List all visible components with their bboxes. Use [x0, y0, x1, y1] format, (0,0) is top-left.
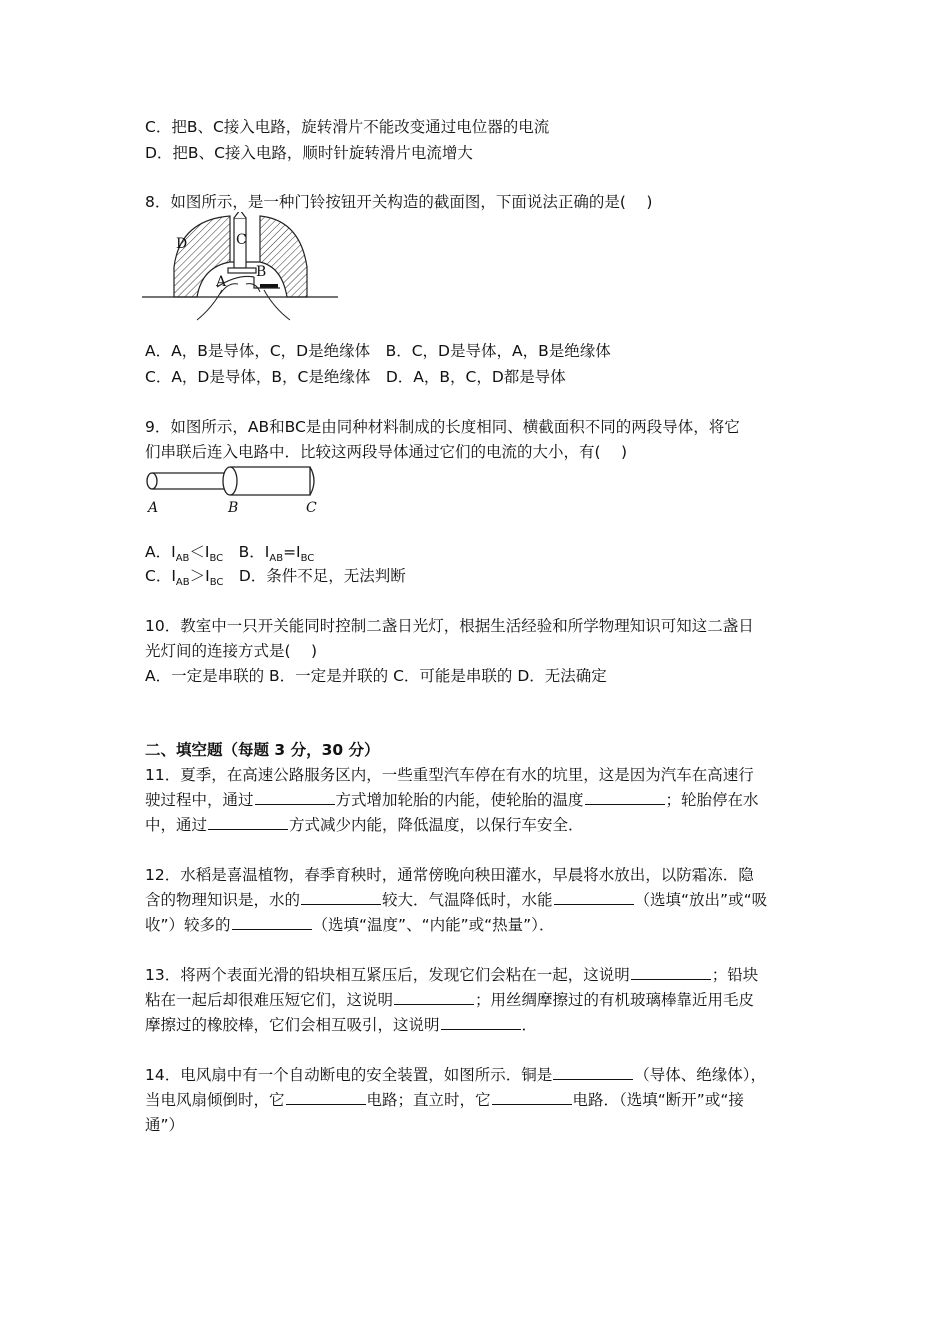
q14-blank-1[interactable]	[553, 1064, 633, 1080]
q13-blank-2[interactable]	[394, 989, 474, 1005]
q14-blank-2[interactable]	[286, 1089, 366, 1105]
q12-blank-1[interactable]	[301, 889, 381, 905]
fig9-label-b: B	[228, 500, 239, 516]
q11-line2: 驶过程中，通过 方式增加轮胎的内能，使轮胎的温度 ；轮胎停在水	[145, 791, 759, 809]
q13-line3: 摩擦过的橡胶棒，它们会相互吸引，这说明 ．	[145, 1016, 538, 1034]
q8-stem: 8．如图所示，是一种门铃按钮开关构造的截面图，下面说法正确的是( )	[145, 193, 653, 211]
q11-line1: 11．夏季，在高速公路服务区内，一些重型汽车停在有水的坑里，这是因为汽车在高速行	[145, 766, 754, 784]
q11-blank-3[interactable]	[208, 814, 288, 830]
fig8-label-d: D	[176, 236, 188, 252]
q9-options-cd: C．$I_{AB}>I_{BC}$ D．条件不足，无法判断	[145, 567, 406, 589]
q14-blank-3[interactable]	[492, 1089, 572, 1105]
fig8-label-c: C	[236, 232, 247, 248]
section-heading: 二、填空题（每题 3 分，30 分）	[145, 741, 380, 759]
q12-blank-3[interactable]	[232, 914, 312, 930]
q10-options: A．一定是串联的 B．一定是并联的 C．可能是串联的 D．无法确定	[145, 667, 607, 685]
q7-option-c: C．把B、C接入电路，旋转滑片不能改变通过电位器的电流	[145, 118, 550, 136]
fig9-label-c: C	[306, 500, 317, 516]
q13-line2: 粘在一起后却很难压短它们，这说明 ；用丝绸摩擦过的有机玻璃棒靠近用毛皮	[145, 991, 755, 1009]
fig8-label-a: A	[216, 274, 227, 290]
q11-blank-2[interactable]	[585, 789, 665, 805]
q7-option-d: D．把B、C接入电路，顺时针旋转滑片电流增大	[145, 144, 473, 162]
q14-line1: 14．电风扇中有一个自动断电的安全装置，如图所示．铜是 （导体、绝缘体），	[145, 1066, 766, 1084]
q8-options-ab: A．A，B是导体，C，D是绝缘体 B．C，D是导体，A，B是绝缘体	[145, 342, 611, 360]
q9-options-ab: A．$I_{AB}<I_{BC}$ B．$I_{AB}=I_{BC}$	[145, 543, 315, 565]
q9-stem-line2: 们串联后连入电路中．比较这两段导体通过它们的电流的大小，有( )	[145, 443, 628, 461]
fig9-label-a: A	[148, 500, 159, 516]
q12-blank-2[interactable]	[554, 889, 634, 905]
q12-line3: 收”）较多的 （选填“温度”、“内能”或“热量”）．	[145, 916, 555, 934]
doorbell-switch-diagram	[142, 212, 342, 322]
q13-blank-3[interactable]	[441, 1014, 521, 1030]
q10-stem-line1: 10．教室中一只开关能同时控制二盏日光灯，根据生活经验和所学物理知识可知这二盏日	[145, 617, 754, 635]
q13-blank-1[interactable]	[631, 964, 711, 980]
q9-figure	[142, 462, 332, 522]
fig8-label-b: B	[256, 264, 267, 280]
q10-stem-line2: 光灯间的连接方式是( )	[145, 642, 318, 660]
q8-options-cd: C．A，D是导体，B，C是绝缘体 D．A，B，C，D都是导体	[145, 368, 566, 386]
q14-line2: 当电风扇倾倒时，它 电路；直立时，它 电路．（选填“断开”或“接	[145, 1091, 744, 1109]
q12-line2: 含的物理知识是，水的 较大．气温降低时，水能 （选填“放出”或“吸	[145, 891, 768, 909]
q11-blank-1[interactable]	[255, 789, 335, 805]
q8-figure	[142, 212, 342, 322]
q11-line3: 中，通过 方式减少内能，降低温度，以保行车安全．	[145, 816, 584, 834]
q9-stem-line1: 9．如图所示，AB和BC是由同种材料制成的长度相同、横截面积不同的两段导体，将它	[145, 418, 740, 436]
q12-line1: 12．水稻是喜温植物，春季育秧时，通常傍晚向秧田灌水，早晨将水放出，以防霜冻．隐	[145, 866, 754, 884]
q13-line1: 13．将两个表面光滑的铅块相互紧压后，发现它们会粘在一起，这说明 ；铅块	[145, 966, 759, 984]
q14-line3: 通”）	[145, 1116, 185, 1134]
conductor-diagram	[142, 462, 332, 498]
